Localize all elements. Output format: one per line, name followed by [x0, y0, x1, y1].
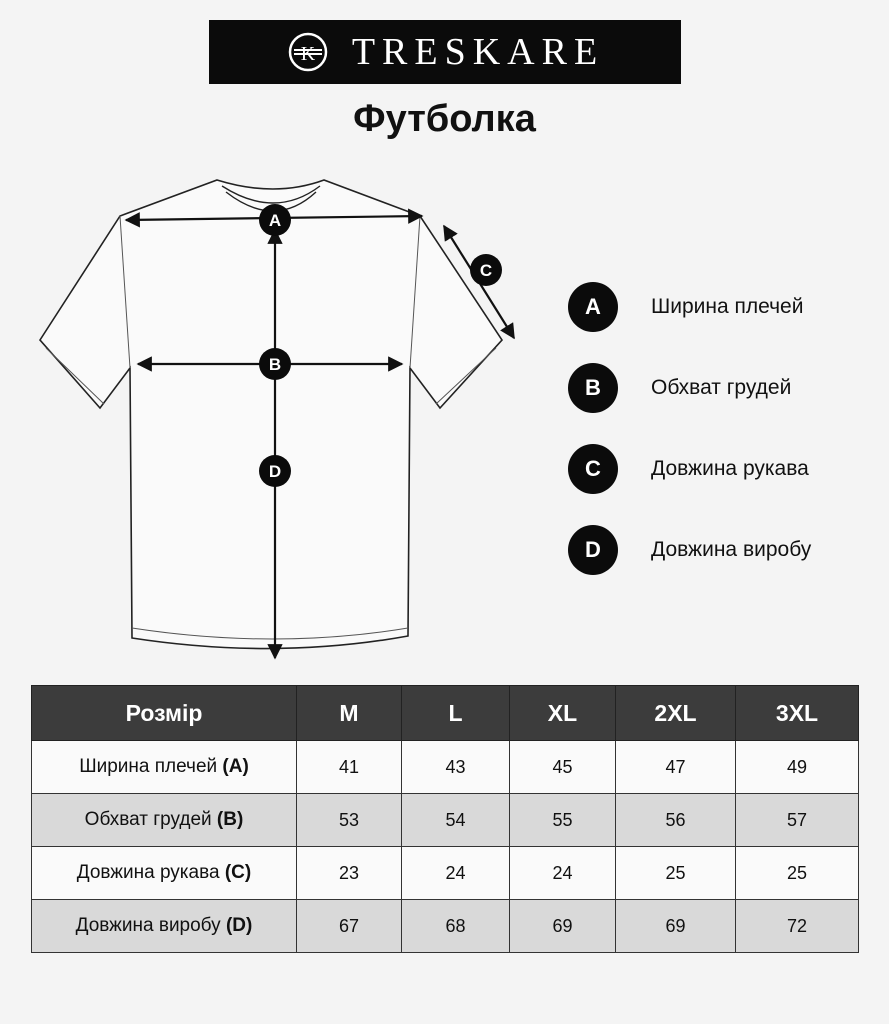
row-label-text: Ширина плечей — [79, 756, 218, 777]
table-cell: 47 — [616, 741, 736, 794]
row-label-code: (C) — [224, 862, 252, 883]
table-cell: 25 — [616, 847, 736, 900]
table-cell: 43 — [402, 741, 510, 794]
brand-logo-icon — [286, 30, 330, 74]
table-cell: 57 — [736, 794, 859, 847]
svg-text:A: A — [268, 211, 282, 230]
legend-item-b — [568, 363, 868, 413]
row-label-text: Довжина рукава — [76, 862, 220, 883]
legend-label: Обхват грудей — [651, 376, 792, 399]
table-cell: 45 — [510, 741, 616, 794]
table-row — [32, 847, 859, 900]
table-cell: 25 — [736, 847, 859, 900]
table-row — [32, 900, 859, 953]
size-table — [31, 685, 859, 953]
legend-label: Довжина рукава — [651, 457, 809, 480]
row-label — [32, 847, 297, 900]
header-m: M — [297, 686, 402, 741]
table-cell: 56 — [616, 794, 736, 847]
legend-item-c — [568, 444, 868, 494]
table-cell: 41 — [297, 741, 402, 794]
table-cell: 55 — [510, 794, 616, 847]
legend-badge: A — [568, 282, 618, 332]
svg-text:K: K — [300, 43, 316, 65]
table-cell: 67 — [297, 900, 402, 953]
svg-text:B: B — [268, 355, 282, 374]
legend-badge: D — [568, 525, 618, 575]
table-cell: 69 — [510, 900, 616, 953]
table-cell: 24 — [510, 847, 616, 900]
legend-badge: B — [568, 363, 618, 413]
header-size: Розмір — [32, 686, 297, 741]
table-cell: 23 — [297, 847, 402, 900]
table-row — [32, 794, 859, 847]
svg-text:D: D — [268, 462, 282, 481]
tshirt-outline — [40, 180, 502, 649]
row-label — [32, 741, 297, 794]
header-l: L — [402, 686, 510, 741]
diagram-badge-a — [259, 204, 291, 236]
header-2xl: 2XL — [616, 686, 736, 741]
legend-badge: C — [568, 444, 618, 494]
legend-item-a — [568, 282, 868, 332]
measurement-legend — [568, 282, 868, 606]
row-label-text: Обхват грудей — [84, 809, 212, 830]
page-title: Футболка — [353, 98, 536, 140]
table-cell: 68 — [402, 900, 510, 953]
table-cell: 54 — [402, 794, 510, 847]
brand-name: TRESKARE — [351, 31, 605, 73]
tshirt-diagram — [30, 168, 530, 668]
table-cell: 53 — [297, 794, 402, 847]
legend-item-d — [568, 525, 868, 575]
diagram-badge-d — [259, 455, 291, 487]
table-cell: 69 — [616, 900, 736, 953]
header-xl: XL — [510, 686, 616, 741]
table-cell: 24 — [402, 847, 510, 900]
header-3xl: 3XL — [736, 686, 859, 741]
row-label-code: (D) — [225, 915, 253, 936]
row-label-text: Довжина виробу — [75, 915, 221, 936]
row-label-code: (B) — [216, 809, 244, 830]
row-label-code: (A) — [222, 756, 249, 777]
row-label — [32, 900, 297, 953]
table-row — [32, 741, 859, 794]
table-cell: 49 — [736, 741, 859, 794]
row-label — [32, 794, 297, 847]
legend-label: Ширина плечей — [651, 295, 804, 318]
legend-label: Довжина виробу — [651, 538, 812, 561]
diagram-badge-c — [470, 254, 502, 286]
diagram-badge-b — [259, 348, 291, 380]
table-cell: 72 — [736, 900, 859, 953]
svg-text:C: C — [479, 261, 493, 280]
brand-banner — [209, 20, 681, 84]
table-header-row — [32, 686, 859, 741]
